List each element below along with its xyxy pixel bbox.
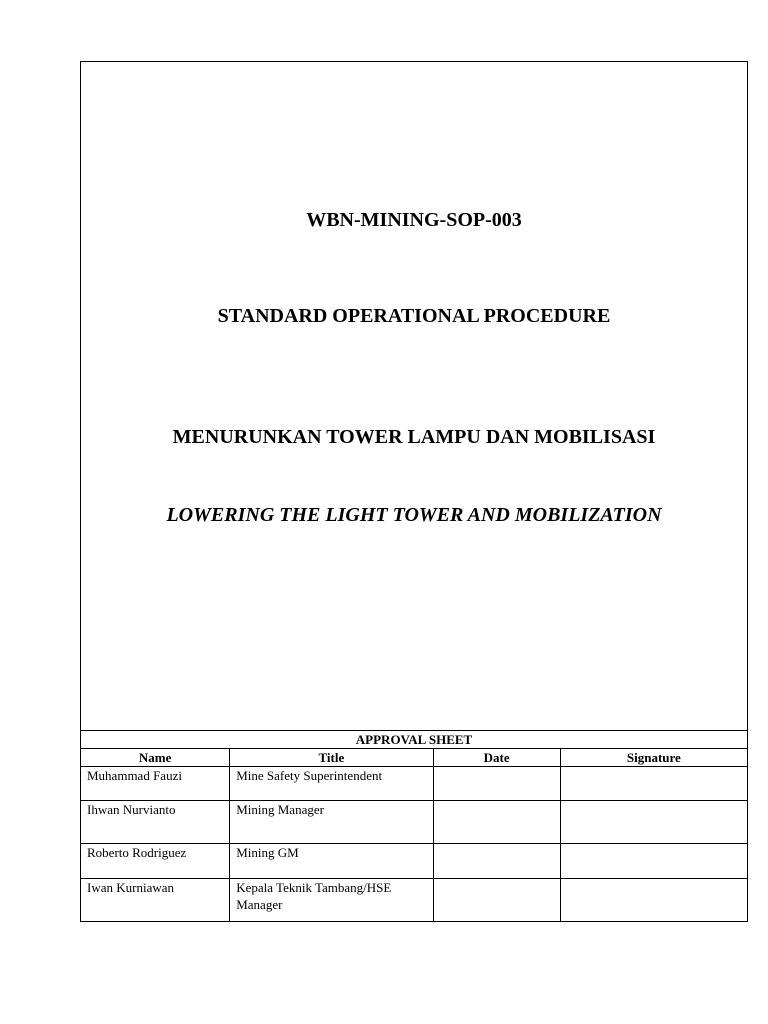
approval-sheet-heading: APPROVAL SHEET (81, 731, 748, 749)
approval-sheet-table (80, 730, 748, 922)
column-header-name: Name (81, 749, 230, 767)
approval-signature (560, 844, 747, 879)
document-type: STANDARD OPERATIONAL PROCEDURE (217, 305, 611, 327)
column-header-signature: Signature (560, 749, 747, 767)
column-header-date: Date (433, 749, 560, 767)
document-title-english: LOWERING THE LIGHT TOWER AND MOBILIZATION (166, 504, 662, 526)
approver-name: Roberto Rodriguez (81, 844, 230, 879)
table-header-row (81, 749, 748, 767)
page-frame (80, 61, 748, 922)
table-row (81, 879, 748, 922)
document-title-indonesian: MENURUNKAN TOWER LAMPU DAN MOBILISASI (172, 426, 656, 448)
table-row (81, 801, 748, 844)
approval-date (433, 767, 560, 801)
table-row (81, 844, 748, 879)
approver-name: Ihwan Nurvianto (81, 801, 230, 844)
approval-date (433, 844, 560, 879)
approval-signature (560, 767, 747, 801)
approver-name: Muhammad Fauzi (81, 767, 230, 801)
column-header-title: Title (230, 749, 433, 767)
approval-signature (560, 801, 747, 844)
approver-name: Iwan Kurniawan (81, 879, 230, 922)
document-code: WBN-MINING-SOP-003 (306, 209, 522, 231)
approver-title: Kepala Teknik Tambang/HSE Manager (230, 879, 433, 922)
approver-title: Mining GM (230, 844, 433, 879)
approver-title: Mine Safety Superintendent (230, 767, 433, 801)
approval-date (433, 801, 560, 844)
approval-signature (560, 879, 747, 922)
approver-title: Mining Manager (230, 801, 433, 844)
approval-date (433, 879, 560, 922)
table-row (81, 767, 748, 801)
